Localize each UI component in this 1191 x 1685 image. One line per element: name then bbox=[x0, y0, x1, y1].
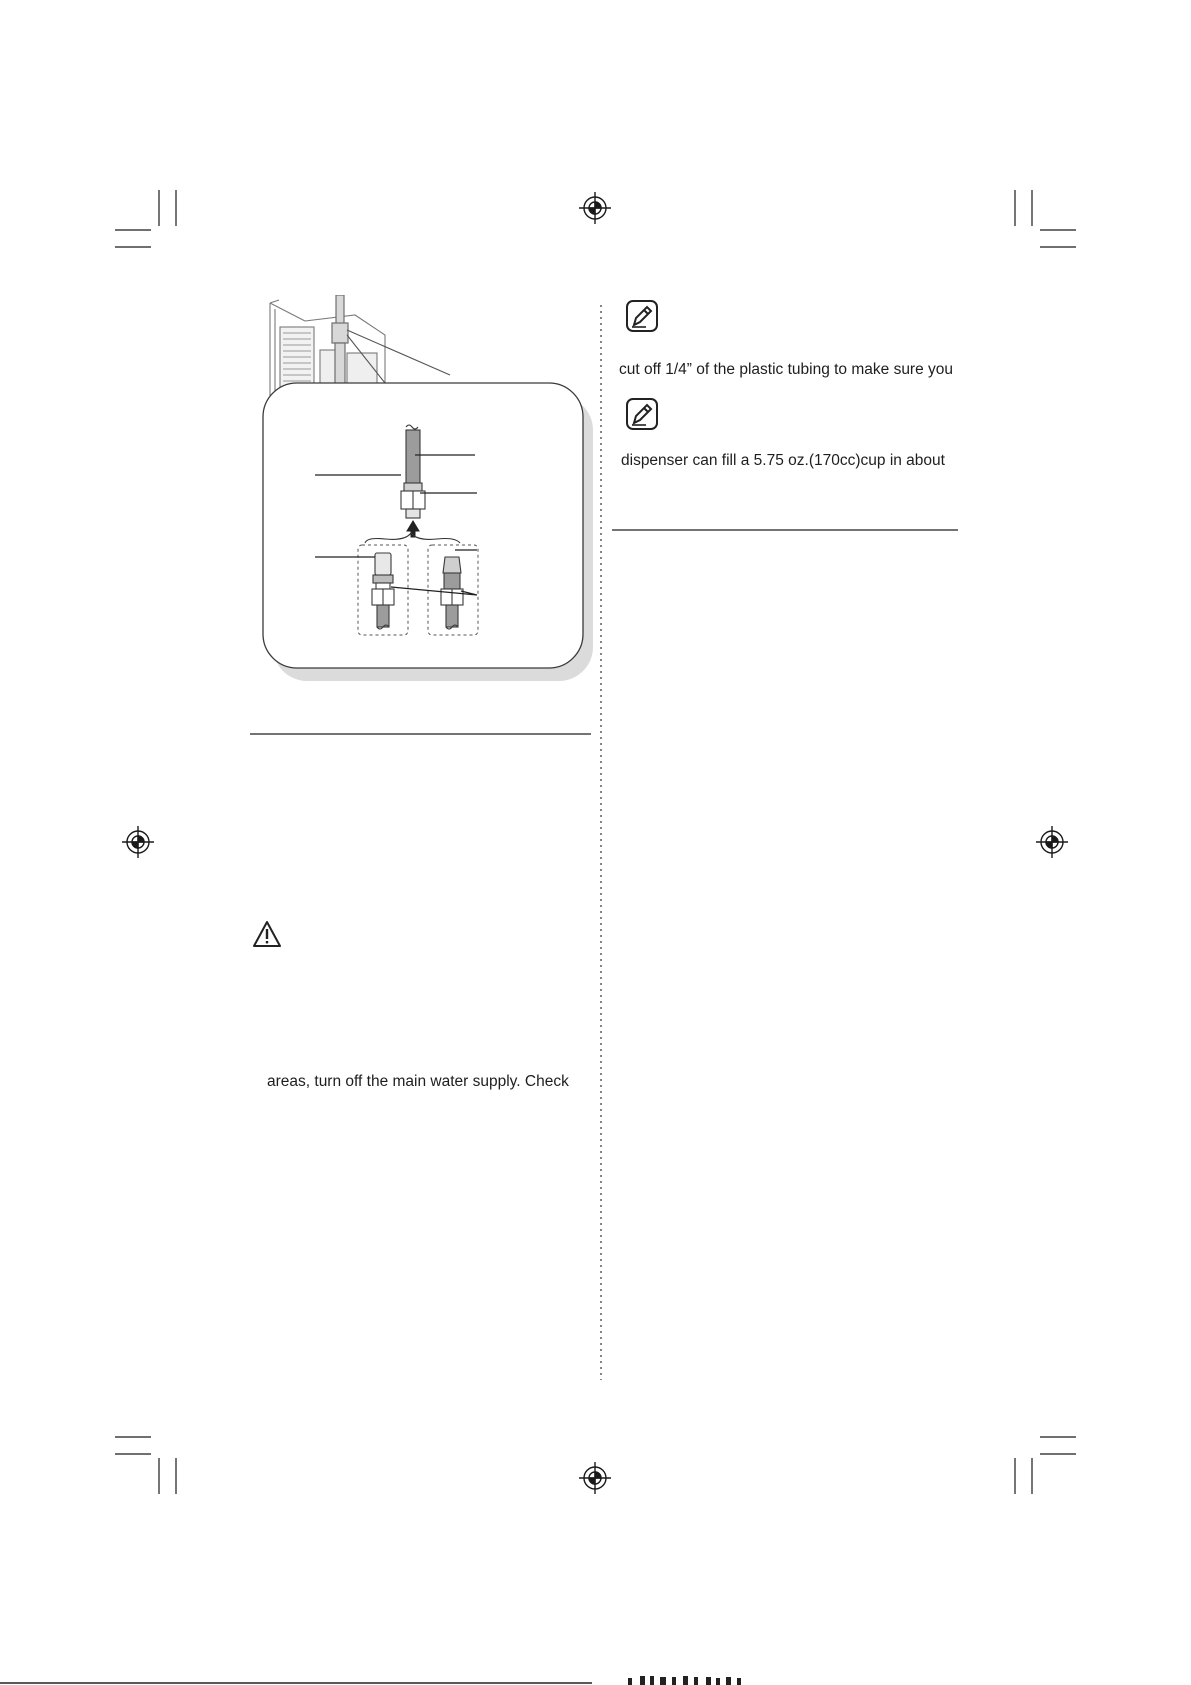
note-pencil-icon bbox=[626, 300, 658, 332]
bottom-edge-text-fragment bbox=[628, 1676, 741, 1685]
note-1-text: cut off 1/4” of the plastic tubing to make sure you bbox=[619, 361, 954, 378]
note-pencil-icon bbox=[626, 398, 658, 430]
caution-text: areas, turn off the main water supply. Check bbox=[267, 1073, 569, 1090]
water-line-connection-figure bbox=[255, 295, 600, 705]
warning-triangle-icon bbox=[252, 920, 282, 948]
note-2-text: dispenser can fill a 5.75 oz.(170cc)cup in about bbox=[621, 452, 945, 469]
